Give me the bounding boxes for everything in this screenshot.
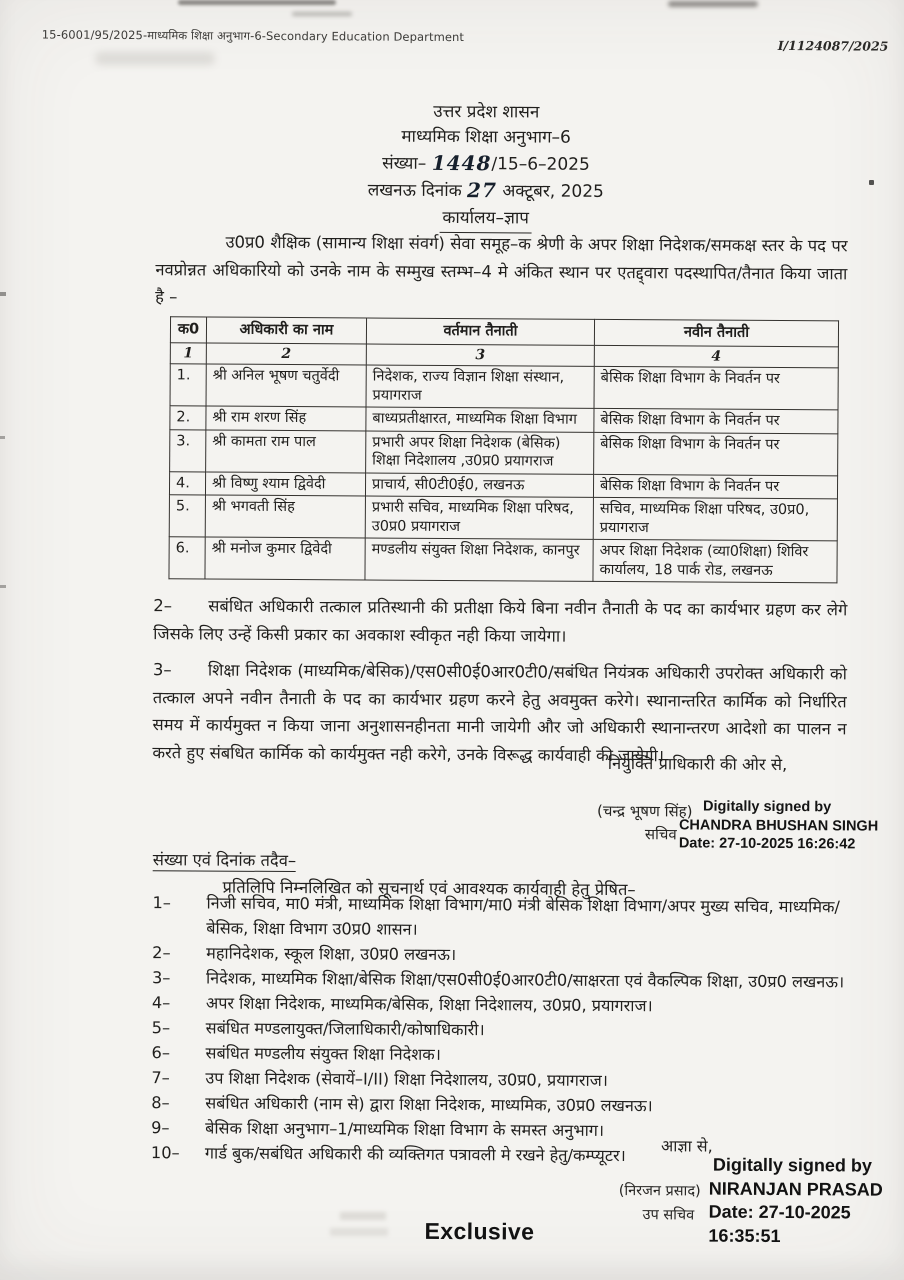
- cell-serial: 3.: [170, 429, 206, 471]
- col-header-serial: क0: [170, 317, 206, 343]
- digital-sign-date: Date: 27-10-2025: [708, 1201, 851, 1223]
- paragraph-2: [153, 592, 847, 651]
- cell-current-posting: मण्डलीय संयुक्त शिक्षा निदेशक, कानपुर: [365, 538, 593, 581]
- digital-sign-label: Digitally signed by: [712, 1154, 872, 1176]
- cell-officer-name: श्री अनिल भूषण चतुर्वेदी: [206, 364, 366, 407]
- item-number: 2–: [152, 943, 171, 963]
- posting-table: [168, 316, 839, 583]
- cell-current-posting: प्रभारी सचिव, माध्यमिक शिक्षा परिषद, उ0प्र0 प्रयागराज: [365, 496, 593, 539]
- item-text: बेसिक शिक्षा अनुभाग–1/माध्यमिक शिक्षा विभाग के समस्त अनुभाग।: [205, 1118, 605, 1140]
- cell-current-posting: बाध्यप्रतीक्षारत, माध्यमिक शिक्षा विभाग: [366, 407, 594, 432]
- file-reference-number: 15-6001/95/2025-माध्यमिक शिक्षा अनुभाग-6-Secondary Education Department: [41, 27, 465, 45]
- item-number: 4–: [151, 993, 171, 1013]
- col-header-officer-name: अधिकारी का नाम: [206, 317, 366, 343]
- item-text: महानिदेशक, स्कूल शिक्षा, उ0प्र0 लखनऊ।: [206, 943, 457, 965]
- col-header-new-posting: नवीन तैनाती: [594, 319, 838, 346]
- digital-sign-date: Date: 27-10-2025 16:26:42: [678, 835, 856, 853]
- item-number: 5–: [151, 1018, 171, 1038]
- closing-line: नियुक्ति प्राधिकारी की ओर से,: [607, 753, 788, 775]
- cell-new-posting: अपर शिक्षा निदेशक (व्या0शिक्षा) शिविर कार्यालय, 18 पार्क रोड, लखनऊ: [593, 539, 837, 582]
- order-number-prefix: संख्या–: [382, 153, 432, 174]
- cell-new-posting: बेसिक शिक्षा विभाग के निवर्तन पर: [594, 366, 838, 409]
- cell-current-posting: प्राचार्य, सी0टी0ई0, लखनऊ: [365, 472, 593, 497]
- date-handwritten: 27: [467, 178, 498, 203]
- item-number: 7–: [151, 1068, 170, 1088]
- digital-sign-label: Digitally signed by: [703, 798, 832, 816]
- cell-new-posting: बेसिक शिक्षा विभाग के निवर्तन पर: [594, 408, 838, 433]
- cell-officer-name: श्री भगवती सिंह: [205, 495, 365, 538]
- cell-serial: 6.: [169, 537, 205, 579]
- col-header-current-posting: वर्तमान तैनाती: [366, 318, 594, 345]
- secretary-designation: सचिव: [644, 825, 677, 844]
- cell-new-posting: सचिव, माध्यमिक शिक्षा परिषद, उ0प्र0, प्रयागराज: [593, 497, 837, 540]
- secretary-digital-signature: [679, 797, 879, 854]
- item-number: 3–: [151, 968, 171, 988]
- cell-serial: 4.: [169, 471, 205, 495]
- cell-officer-name: श्री राम शरण सिंह: [206, 406, 366, 430]
- item-text: सबंधित अधिकारी (नाम से) द्वारा शिक्षा निदेशक, माध्यमिक, उ0प्र0 लखनऊ।: [205, 1093, 653, 1116]
- cell-officer-name: श्री मनोज कुमार द्विवेदी: [205, 537, 365, 580]
- table-row: [170, 429, 838, 475]
- item-text: निदेशक, माध्यमिक शिक्षा/बेसिक शिक्षा/एस0सी0ई0आर0टी0/साक्षरता एवं वैकल्पिक शिक्षा, उ0प्र0 लखनऊ।: [205, 968, 845, 992]
- cell-new-posting: बेसिक शिक्षा विभाग के निवर्तन पर: [593, 474, 837, 499]
- item-number: 10–: [150, 1143, 180, 1163]
- item-text: सबंधित मण्डलीय संयुक्त शिक्षा निदेशक।: [205, 1043, 441, 1064]
- copy-list-item: [152, 890, 858, 944]
- item-number: 1–: [152, 893, 171, 913]
- memo-type-heading: कार्यालय–ज्ञाप: [439, 206, 532, 234]
- copies-heading: [153, 847, 297, 871]
- digital-signer-name: NIRANJAN PRASAD: [708, 1178, 883, 1200]
- opening-paragraph: उ0प्र0 शैक्षिक (सामान्य शिक्षा संवर्ग) सेवा समूह–क श्रेणी के अपर शिक्षा निदेशक/समकक्ष स्तर के पद पर नवप्रोन्नत अधिकारियो को उनके नाम के सम्मुख स्तम्भ–4 मे अंकित स्थान पर एतद्द्वारा पदस्थापित/तैनात किया जाता है –: [155, 232, 848, 307]
- col-number: 4: [594, 345, 838, 368]
- exclusive-watermark: Exclusive: [424, 1217, 535, 1245]
- item-number: 6–: [151, 1043, 171, 1063]
- date-suffix: अक्टूबर, 2025: [496, 181, 604, 202]
- table-row: [169, 495, 837, 541]
- cell-current-posting: निदेशक, राज्य विज्ञान शिक्षा संस्थान, प्रयागराज: [366, 365, 594, 408]
- copies-heading-text: संख्या एवं दिनांक तदैव–: [152, 850, 297, 871]
- col-number: 3: [366, 343, 594, 366]
- digital-sign-time: 16:35:51: [708, 1225, 781, 1246]
- cell-serial: 2.: [170, 406, 206, 430]
- item-text: अपर शिक्षा निदेशक, माध्यमिक/बेसिक, शिक्षा निदेशालय, उ0प्र0, प्रयागराज।: [205, 993, 653, 1016]
- cell-current-posting: प्रभारी अपर शिक्षा निदेशक (बेसिक) शिक्षा निदेशालय ,उ0प्र0 प्रयागराज: [366, 430, 594, 473]
- item-number: 8–: [151, 1093, 170, 1113]
- department-section: माध्यमिक शिक्षा अनुभाग–6: [401, 126, 571, 148]
- secretary-name: (चन्द्र भूषण सिंह): [596, 801, 693, 821]
- paragraph-3-number: 3–: [152, 660, 172, 680]
- cell-serial: 5.: [169, 495, 205, 537]
- cell-new-posting: बेसिक शिक्षा विभाग के निवर्तन पर: [594, 432, 838, 475]
- eoffice-id: I/1124087/2025: [777, 37, 889, 54]
- place-date-prefix: लखनऊ दिनांक: [367, 180, 468, 202]
- digital-signer-name: CHANDRA BHUSHAN SINGH: [678, 816, 879, 835]
- paragraph-3-text: शिक्षा निदेशक (माध्यमिक/बेसिक)/एस0सी0ई0आर0टी0/सबंधित नियंत्रक अधिकारी उपरोक्त अधिकारी को तत्काल अपने नवीन तैनाती के पद का कार्यभार ग्रहण करने हेतु अवमुक्त करेगे। स्थानान्तरित कार्मिक को निर्धारित समय में कार्यमुक्त न किया जाना अनुशासनहीनता मानी जायेगी और जो अधिकारी स्थानान्तरण आदेशो का पालन न करते हुए संबधित कार्मिक को कार्यमुक्त नही करेगे, उनके विरूद्ध कार्यवाही की जायेगी।: [152, 660, 847, 765]
- deputy-secretary-designation: उप सचिव: [642, 1207, 695, 1224]
- copy-distribution-list: [151, 890, 859, 1169]
- col-number: 1: [170, 342, 206, 364]
- item-text: निजी सचिव, मा0 मंत्री, माध्यमिक शिक्षा विभाग/मा0 मंत्री बेसिक शिक्षा विभाग/अपर मुख्य सचिव, माध्यमिक/बेसिक, शिक्षा विभाग उ0प्र0 शासन।: [206, 893, 840, 939]
- cell-serial: 1.: [170, 364, 206, 406]
- table-row: [169, 537, 837, 583]
- deputy-secretary-name: (निरजन प्रसाद): [618, 1183, 701, 1200]
- item-text: सबंधित मण्डलायुक्त/जिलाधिकारी/कोषाधिकारी।: [205, 1018, 485, 1040]
- table-row: [170, 364, 838, 410]
- government-name: उत्तर प्रदेश शासन: [433, 101, 540, 123]
- item-text: उप शिक्षा निदेशक (सेवायें–I/II) शिक्षा निदेशालय, उ0प्र0, प्रयागराज।: [205, 1068, 608, 1090]
- letterhead: [69, 98, 904, 236]
- paragraph-2-number: 2–: [153, 596, 173, 616]
- cell-officer-name: श्री विष्णु श्याम द्विवेदी: [205, 472, 365, 496]
- copies-intro: प्रतिलिपि निम्नलिखित को सूचनार्थ एवं आवश्यक कार्यवाही हेतु प्रेषित–: [222, 877, 636, 900]
- order-number-handwritten: 1448: [431, 150, 492, 176]
- by-order-line: आज्ञा से,: [660, 1136, 713, 1156]
- item-text: गार्ड बुक/सबंधित अधिकारी की व्यक्तिगत पत्रावली मे रखने हेतु/कम्प्यूटर।: [204, 1143, 626, 1166]
- cell-officer-name: श्री कामता राम पाल: [206, 430, 366, 473]
- order-number-suffix: /15–6–2025: [491, 154, 590, 175]
- item-number: 9–: [151, 1118, 170, 1138]
- paragraph-2-text: सबंधित अधिकारी तत्काल प्रतिस्थानी की प्रतीक्षा किये बिना नवीन तैनाती के पद का कार्यभार ग्रहण कर लेगे जिसके लिए उन्हें किसी प्रकार का अवकाश स्वीकृत नही किया जायेगा।: [153, 596, 848, 646]
- col-number: 2: [206, 343, 366, 365]
